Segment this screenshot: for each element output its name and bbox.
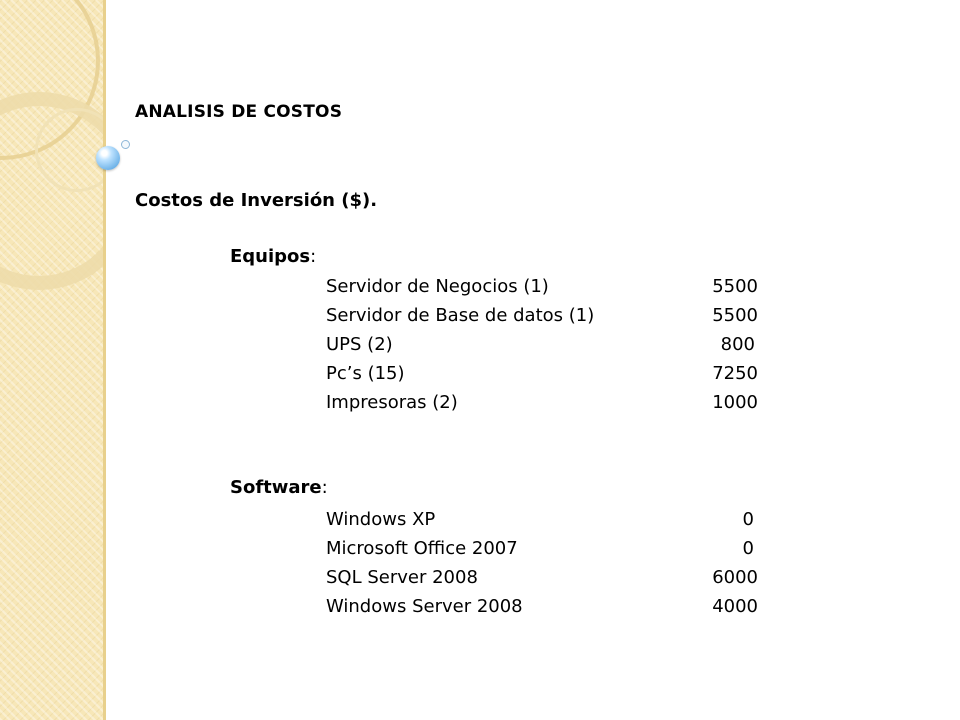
item-name: SQL Server 2008 [326,567,478,588]
software-label: Software [230,477,322,498]
item-value: 6000 [712,567,758,588]
item-name: UPS (2) [326,334,393,355]
item-name: Windows XP [326,509,436,530]
item-value: 7250 [712,363,758,384]
item-name: Servidor de Negocios (1) [326,276,549,297]
list-item [326,563,766,592]
item-value: 0 [742,538,754,559]
page-title: ANALISIS DE COSTOS [135,102,343,122]
list-item [326,301,766,330]
list-item [326,592,766,621]
item-value: 1000 [712,392,758,413]
equipos-label: Equipos [230,246,311,267]
section-subtitle: Costos de Inversión ($). [135,190,378,211]
list-item [326,505,766,534]
item-name: Servidor de Base de datos (1) [326,305,595,326]
list-item [326,272,766,301]
list-item [326,534,766,563]
item-value: 5500 [712,305,758,326]
item-value: 5500 [712,276,758,297]
list-item [326,330,766,359]
list-item [326,359,766,388]
software-list [326,505,766,621]
item-name: Pc’s (15) [326,363,405,384]
software-suffix: : [321,477,328,498]
item-value: 4000 [712,596,758,617]
item-value: 0 [742,509,754,530]
list-item [326,388,766,417]
item-value: 800 [720,334,755,355]
item-name: Windows Server 2008 [326,596,523,617]
equipos-suffix: : [310,246,317,267]
equipos-list [326,272,766,417]
item-name: Impresoras (2) [326,392,458,413]
equipos-heading [230,246,316,267]
software-heading [230,477,328,498]
item-name: Microsoft Office 2007 [326,538,518,559]
